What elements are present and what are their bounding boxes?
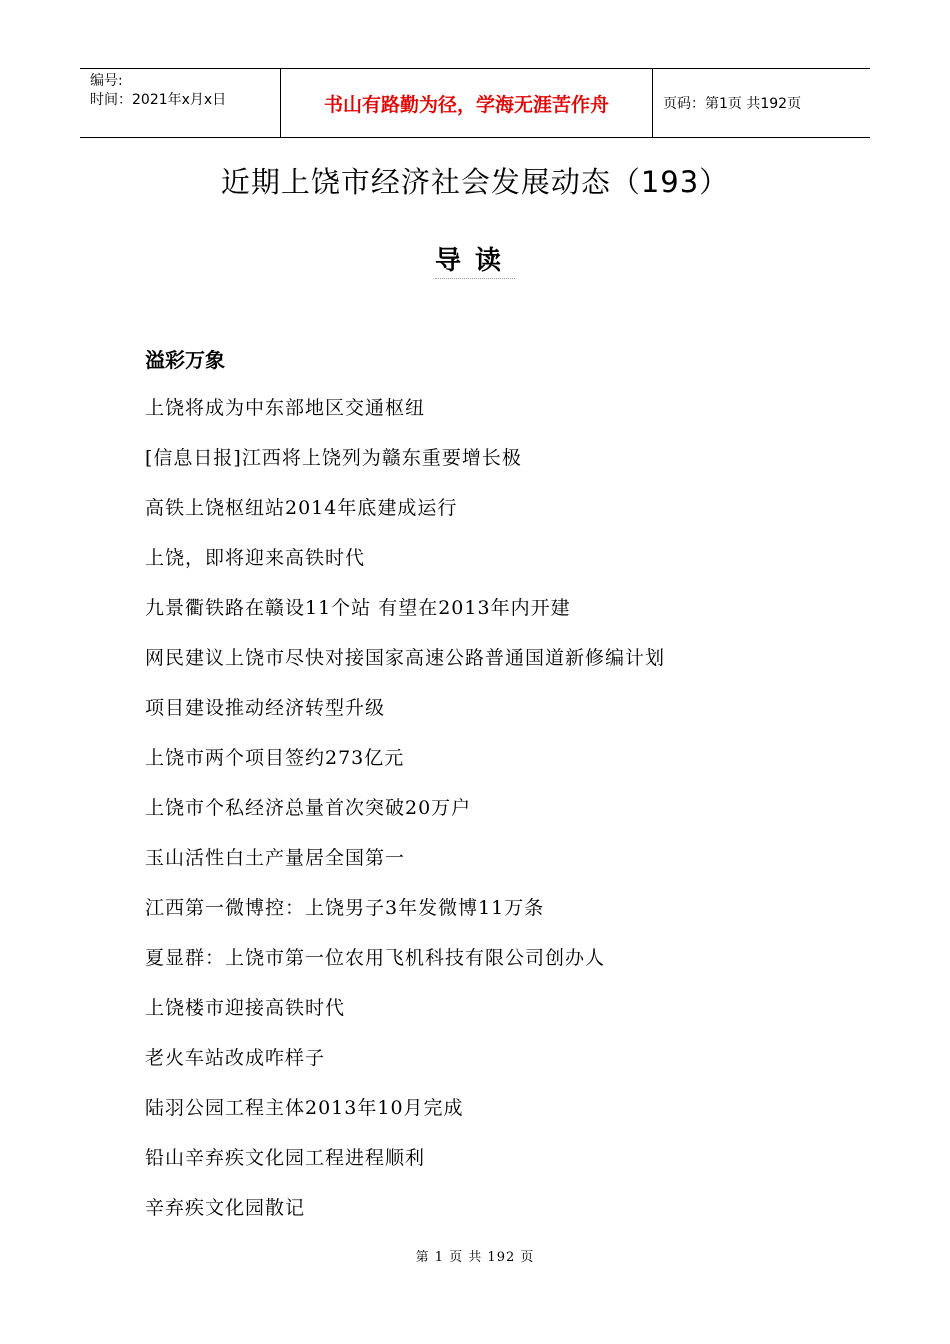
article-item: 辛弃疾文化园散记 [145,1197,306,1219]
subtitle-text: 导读 [435,246,515,279]
document-subtitle [0,240,950,277]
article-item: 陆羽公园工程主体2013年10月完成 [145,1097,464,1119]
article-item: 网民建议上饶市尽快对接国家高速公路普通国道新修编计划 [145,647,666,669]
article-item: 玉山活性白土产量居全国第一 [145,847,406,869]
article-item: 上饶市两个项目签约273亿元 [145,747,405,769]
article-list [145,390,665,1240]
article-item: 上饶，即将迎来高铁时代 [145,547,366,569]
page-footer: 第 1 页 共 192 页 [415,1250,535,1265]
article-item: 九景衢铁路在赣设11个站 有望在2013年内开建 [145,597,571,619]
document-title: 近期上饶市经济社会发展动态（193） [220,165,730,199]
number-label: 编号: [90,73,123,89]
header-meta [80,69,280,137]
article-item: 铅山辛弃疾文化园工程进程顺利 [145,1147,426,1169]
article-item: 夏显群：上饶市第一位农用飞机科技有限公司创办人 [145,947,606,969]
header-motto: 书山有路勤为径，学海无涯苦作舟 [280,69,653,137]
article-item: 上饶市个私经济总量首次突破20万户 [145,797,472,819]
date-label: 时间：2021年x月x日 [90,92,227,108]
article-item: 项目建设推动经济转型升级 [145,697,386,719]
article-item: [信息日报]江西将上饶列为赣东重要增长极 [145,447,522,469]
article-item: 上饶楼市迎接高铁时代 [145,997,346,1019]
header-page-info: 页码：第1页 共192页 [663,96,802,112]
article-item: 江西第一微博控：上饶男子3年发微博11万条 [145,897,545,919]
article-item: 老火车站改成咋样子 [145,1047,326,1069]
section-heading: 溢彩万象 [145,348,225,372]
page-header [80,68,870,138]
article-item: 高铁上饶枢纽站2014年底建成运行 [145,497,458,519]
article-item: 上饶将成为中东部地区交通枢纽 [145,397,426,419]
